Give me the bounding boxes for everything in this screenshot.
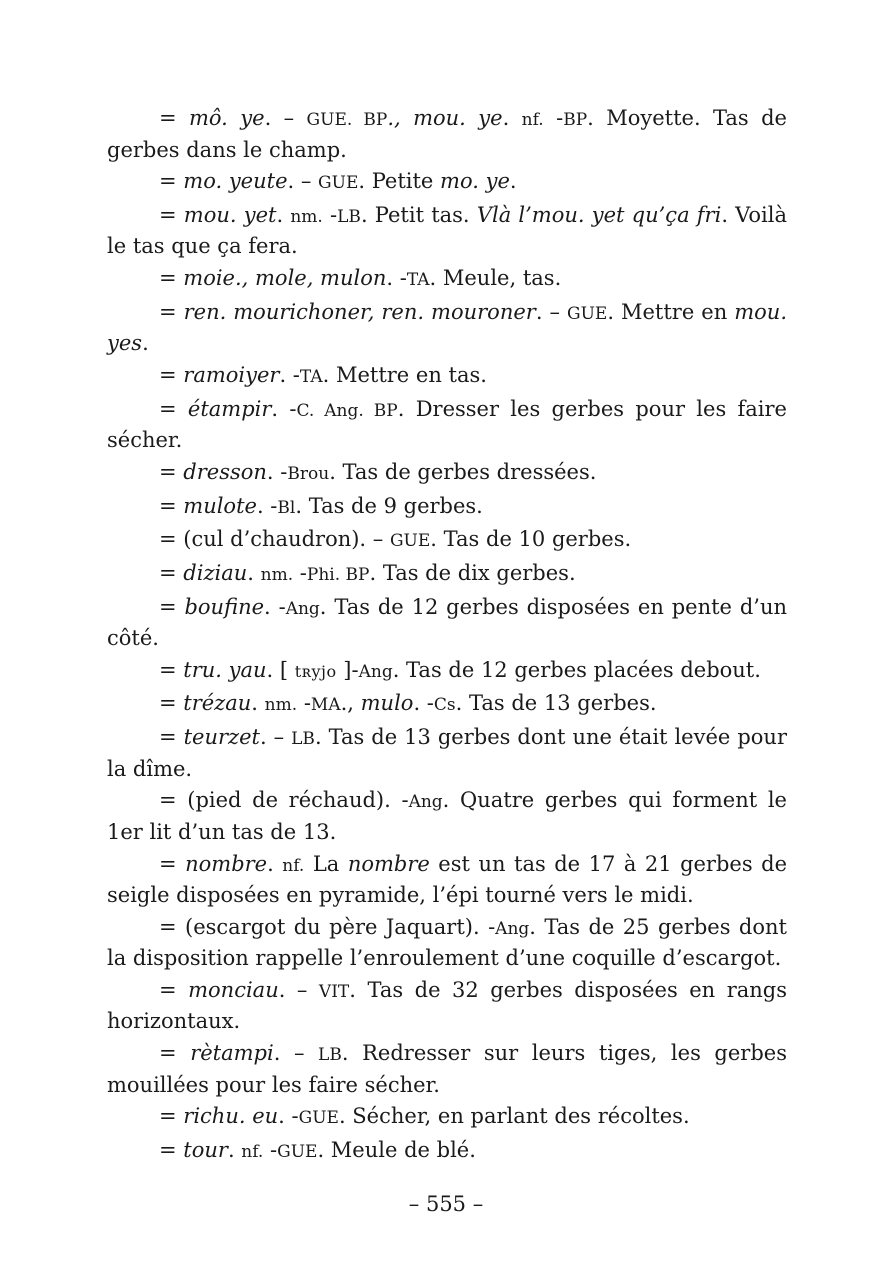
- dictionary-entry: [107, 458, 787, 490]
- dictionary-entry: [107, 361, 787, 393]
- page-number: – 555 –: [408, 1192, 484, 1216]
- entry-text: =: [159, 594, 185, 619]
- headword-italic: tru. yau: [183, 657, 267, 682]
- dictionary-entry: [107, 395, 787, 456]
- entry-text: . –: [278, 977, 319, 1002]
- dictionary-entry: [107, 976, 787, 1037]
- entry-text: est un tas de 17 à 21 gerbes de seigle disposées en pyramide, l’épi tourné vers le midi.: [107, 851, 787, 907]
- dictionary-entry: [107, 850, 787, 911]
- dictionary-entry: [107, 786, 787, 847]
- headword-italic: étampir: [187, 396, 272, 421]
- headword-italic: rètampi: [190, 1041, 274, 1066]
- headword-italic: mou. yet: [183, 202, 277, 227]
- entry-text: =: [159, 493, 184, 518]
- headword-italic: tour: [183, 1137, 228, 1162]
- headword-italic: diziau: [183, 560, 248, 585]
- headword-italic: mô. ye: [189, 106, 265, 130]
- entry-text: . Tas de 12 gerbes placées debout.: [392, 657, 761, 682]
- headword-italic: teurzet: [183, 725, 260, 750]
- abbreviation: nf.: [521, 110, 544, 130]
- entry-text: . Voilà le tas que ça fera.: [107, 202, 788, 259]
- entry-text: . -: [413, 691, 434, 716]
- entry-text: -: [543, 106, 564, 130]
- headword-italic: monciau: [188, 977, 279, 1002]
- entry-text: =: [159, 459, 184, 484]
- headword-italic: ., mou. ye: [387, 106, 503, 130]
- headword-italic: trézau: [183, 691, 252, 716]
- entry-text: .: [502, 106, 522, 130]
- headword-italic: Vlà l’mou. yet qu’ça fri: [476, 202, 722, 227]
- headword-italic: mulote: [183, 493, 257, 518]
- entry-text: . Meule de blé.: [317, 1137, 476, 1162]
- headword-italic: dresson: [183, 459, 267, 484]
- entry-text: =: [159, 725, 184, 750]
- abbreviation: Ang: [408, 792, 443, 813]
- abbreviation: Phi. BP: [306, 564, 370, 585]
- abbreviation: GUE. BP: [306, 110, 388, 130]
- entry-text: La: [304, 851, 348, 876]
- dictionary-entry: [107, 1039, 787, 1100]
- entry-text: . Tas de 9 gerbes.: [295, 493, 483, 518]
- headword-italic: mo. yeute: [183, 169, 288, 194]
- abbreviation: LB: [318, 1045, 342, 1066]
- entry-text: . Petite: [358, 169, 441, 194]
- dictionary-entry: [107, 201, 787, 262]
- dictionary-entry: [107, 689, 787, 721]
- entry-text: = (cul d’chaudron). –: [159, 527, 390, 552]
- dictionary-entry: [107, 525, 787, 557]
- entry-text: . –: [273, 1041, 319, 1066]
- entry-text: . Tas de 32 gerbes disposées en rangs horizontaux.: [107, 977, 787, 1034]
- headword-italic: ren. mourichoner, ren. mouroner: [183, 299, 536, 324]
- entry-text: =: [159, 657, 184, 682]
- dictionary-text: [107, 104, 787, 1170]
- entry-text: =: [159, 299, 184, 324]
- entry-text: .: [251, 691, 265, 716]
- entry-text: . Tas de 13 gerbes dont une était levée pour la dîme.: [107, 725, 787, 781]
- entry-text: . Petit tas.: [360, 202, 477, 227]
- entry-text: . Meule, tas.: [429, 266, 562, 291]
- abbreviation: Ang: [285, 598, 320, 619]
- dictionary-entry: [107, 104, 787, 165]
- entry-text: . Redresser sur leurs tiges, les gerbes mouillées pour les faire sécher.: [107, 1041, 787, 1097]
- abbreviation: GUE: [567, 303, 608, 324]
- entry-text: . Mettre en tas.: [322, 362, 487, 387]
- headword-italic: boufine: [184, 594, 265, 619]
- entry-text: =: [159, 1137, 184, 1162]
- entry-text: . –: [259, 725, 292, 750]
- entry-text: .: [267, 851, 283, 876]
- headword-italic: nombre: [185, 851, 268, 876]
- entry-text: =: [159, 1104, 184, 1129]
- abbreviation: Ang: [495, 918, 530, 939]
- entry-text: . Tas de gerbes dressées.: [329, 459, 597, 484]
- entry-text: . [: [266, 657, 295, 682]
- headword-italic: ramoiyer: [183, 362, 280, 387]
- entry-text: . Quatre gerbes qui forment le 1er lit d’un tas de 13.: [107, 788, 787, 844]
- dictionary-entry: [107, 559, 787, 591]
- dictionary-entry: [107, 723, 787, 784]
- entry-text: . -: [386, 266, 407, 291]
- entry-text: = (escargot du père Jaquart). -: [159, 914, 496, 939]
- dictionary-entry: [107, 913, 787, 974]
- dictionary-entry: [107, 1102, 787, 1134]
- entry-text: -: [297, 691, 311, 716]
- abbreviation: MA: [310, 695, 341, 716]
- dictionary-entry: [107, 492, 787, 524]
- entry-text: =: [159, 977, 189, 1002]
- entry-text: =: [159, 396, 188, 421]
- abbreviation: BP: [563, 110, 588, 130]
- entry-text: . Tas de dix gerbes.: [369, 560, 576, 585]
- headword-italic: richu. eu: [183, 1104, 279, 1129]
- headword-italic: mo. ye: [440, 169, 510, 194]
- entry-text: =: [159, 106, 189, 130]
- abbreviation: C. Ang. BP: [296, 400, 398, 421]
- entry-text: . Mettre en: [607, 299, 735, 324]
- abbreviation: nm.: [260, 564, 294, 585]
- entry-text: . Moyette. Tas de gerbes dans le champ.: [107, 106, 787, 162]
- entry-text: = (pied de réchaud). -: [159, 788, 409, 813]
- entry-text: .: [247, 560, 261, 585]
- entry-text: . -: [278, 1104, 299, 1129]
- abbreviation: nf.: [241, 1141, 264, 1162]
- headword-italic: moie., mole, mulon: [183, 266, 387, 291]
- entry-text: =: [159, 851, 186, 876]
- abbreviation: Bl: [277, 497, 296, 518]
- abbreviation: GUE: [277, 1141, 318, 1162]
- entry-text: .: [276, 202, 291, 227]
- headword-italic: nombre: [347, 851, 430, 876]
- abbreviation: LB: [337, 206, 361, 227]
- abbreviation: Brou: [287, 463, 330, 484]
- abbreviation: GUE: [389, 531, 431, 552]
- entry-text: =: [159, 266, 184, 291]
- dictionary-entry: [107, 264, 787, 296]
- abbreviation: TA: [299, 366, 323, 387]
- entry-text: =: [159, 202, 184, 227]
- entry-text: . -: [256, 493, 278, 518]
- entry-text: . Tas de 12 gerbes disposées en pente d’un côté.: [107, 594, 787, 651]
- entry-text: . Dresser les gerbes pour les faire sécher.: [107, 396, 787, 453]
- entry-text: . –: [287, 169, 319, 194]
- entry-text: .,: [340, 691, 361, 716]
- entry-text: . Tas de 25 gerbes dont la disposition rappelle l’enroulement d’une coquille d’escargot.: [107, 914, 787, 971]
- entry-text: . -: [279, 362, 300, 387]
- entry-text: . -: [271, 396, 297, 421]
- entry-text: .: [227, 1137, 242, 1162]
- abbreviation: GUE: [318, 173, 359, 194]
- abbreviation: nm.: [290, 206, 323, 227]
- entry-text: =: [159, 691, 184, 716]
- entry-text: . –: [264, 106, 307, 130]
- abbreviation: nm.: [264, 695, 298, 716]
- entry-text: .: [509, 169, 517, 194]
- dictionary-entry: [107, 167, 787, 199]
- dictionary-entry: [107, 1136, 787, 1168]
- entry-text: . -: [266, 459, 288, 484]
- entry-text: . Tas de 13 gerbes.: [455, 691, 657, 716]
- entry-text: . -: [264, 594, 286, 619]
- entry-text: -: [293, 560, 307, 585]
- dictionary-entry: [107, 593, 787, 654]
- entry-text: -: [322, 202, 338, 227]
- abbreviation: Cs: [433, 695, 456, 716]
- abbreviation: GUE: [298, 1108, 339, 1129]
- abbreviation: Ang: [358, 661, 393, 682]
- entry-text: =: [159, 169, 184, 194]
- entry-text: =: [159, 1041, 191, 1066]
- abbreviation: LB: [291, 729, 315, 750]
- entry-text: =: [159, 362, 184, 387]
- entry-text: -: [263, 1137, 278, 1162]
- entry-text: . Sécher, en parlant des récoltes.: [338, 1104, 690, 1129]
- headword-italic: mulo: [360, 691, 414, 716]
- entry-text: ]-: [336, 657, 359, 682]
- entry-text: =: [159, 560, 184, 585]
- dictionary-entry: [107, 298, 787, 359]
- entry-text: . Tas de 10 gerbes.: [430, 527, 632, 552]
- entry-text: .: [142, 331, 149, 356]
- pronunciation: tʀyjo: [294, 661, 337, 681]
- abbreviation: nf.: [282, 855, 305, 876]
- abbreviation: VIT: [318, 981, 350, 1002]
- entry-text: . –: [535, 299, 567, 324]
- dictionary-entry: [107, 656, 787, 688]
- headword-italic: mou. yes: [107, 299, 787, 356]
- abbreviation: TA: [406, 270, 430, 291]
